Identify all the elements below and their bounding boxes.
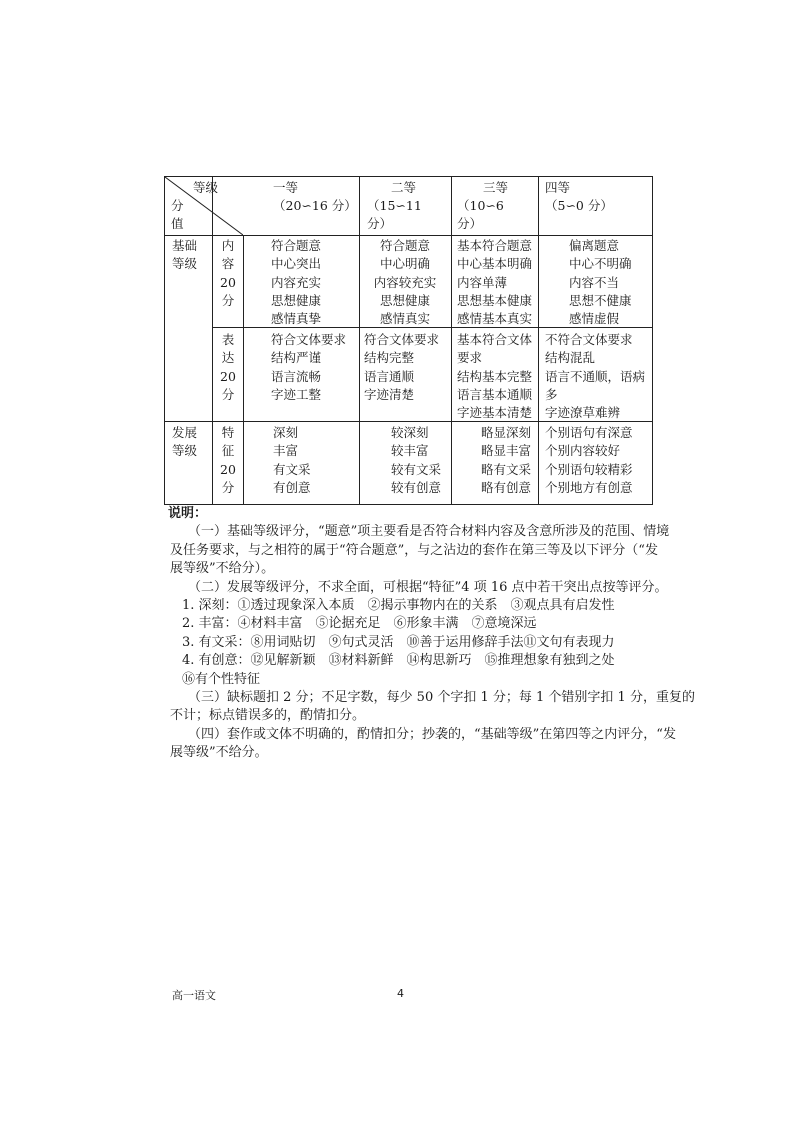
note-line: （二）发展等级评分，不求全面，可根据“特征”4 项 16 点中若干突出点按等评分。 — [188, 579, 668, 595]
header-grade-3: 三等 — [483, 180, 509, 195]
table-grid-line — [451, 177, 452, 504]
header-range-1: （20∽16 分） — [273, 198, 357, 213]
expression-grade-1: 符合文体要求 结构严谨 语言流畅 字迹工整 — [271, 332, 347, 402]
content-grade-1: 符合题意 中心突出 内容充实 思想健康 感情真挚 — [271, 238, 322, 327]
header-grade-4: 四等 — [545, 180, 571, 195]
notes-title: 说明： — [168, 506, 208, 521]
note-line: 4. 有创意：⑫见解新颖 ⑬材料新鲜 ⑭构思新巧 ⑮推理想象有独到之处 — [182, 653, 615, 669]
note-line: 展等级”不给分。 — [170, 745, 268, 761]
page-number: 4 — [397, 987, 404, 1000]
features-grade-2: 较深刻 较丰富 较有文采 较有创意 — [391, 425, 442, 495]
scoring-notes — [168, 505, 695, 763]
table-grid-line — [538, 177, 539, 504]
group-basic-level: 基础 等级 — [172, 238, 198, 272]
expression-grade-3: 基本符合文体 要求 结构基本完整 语言基本通顺 字迹基本清楚 — [457, 332, 533, 421]
sub-features: 特 征 20 分 — [220, 425, 236, 495]
table-grid-line — [359, 177, 360, 504]
note-line: 2. 丰富：④材料丰富 ⑤论据充足 ⑥形象丰满 ⑦意境深远 — [182, 616, 537, 632]
expression-grade-2: 符合文体要求 结构完整 语言通顺 字迹清楚 — [364, 332, 440, 402]
note-line: 3. 有文采：⑧用词贴切 ⑨句式灵活 ⑩善于运用修辞手法⑪文句有表现力 — [182, 634, 615, 650]
footer-subject: 高一语文 — [172, 989, 216, 1002]
note-line: （四）套作或文体不明确的，酌情扣分；抄袭的，“基础等级”在第四等之内评分，“发 — [188, 726, 676, 742]
header-range-3: （10∽6 分） — [457, 198, 504, 232]
note-line: 及任务要求，与之相符的属于“符合题意”，与之沾边的套作在第三等及以下评分（“发 — [170, 542, 658, 558]
header-grade-1: 一等 — [273, 180, 299, 195]
group-development-level: 发展 等级 — [172, 425, 198, 459]
header-grade-2: 二等 — [391, 180, 417, 195]
header-grade-label: 等级 — [193, 180, 219, 195]
header-range-4: （5∽0 分） — [545, 198, 613, 213]
table-grid-line — [165, 235, 652, 236]
sub-expression: 表 达 20 分 — [220, 332, 236, 402]
note-line: （三）缺标题扣 2 分；不足字数，每少 50 个字扣 1 分；每 1 个错别字扣 1 分，重复的 — [188, 690, 695, 706]
features-grade-4: 个别语句有深意 个别内容较好 个别语句较精彩 个别地方有创意 — [545, 425, 633, 495]
note-line: 展等级”不给分）。 — [170, 561, 275, 577]
features-grade-3: 略显深刻 略显丰富 略有文采 略有创意 — [481, 425, 532, 495]
note-line: 不计；标点错误多的，酌情扣分。 — [170, 708, 366, 724]
content-grade-3: 基本符合题意 中心基本明确 内容单薄 思想基本健康 感情基本真实 — [457, 238, 533, 327]
expression-grade-4: 不符合文体要求 结构混乱 语言不通顺，语病 多 字迹潦草难辨 — [545, 332, 646, 421]
features-grade-1: 深刻 丰富 有文采 有创意 — [273, 425, 311, 495]
header-score-label: 分 值 — [171, 198, 184, 232]
content-grade-4: 偏离题意 中心不明确 内容不当 思想不健康 感情虚假 — [569, 238, 632, 327]
table-grid-line — [243, 235, 244, 504]
note-line: ⑯有个性特征 — [182, 671, 261, 687]
note-line: （一）基础等级评分，“题意”项主要看是否符合材料内容及含意所涉及的范围、情境 — [188, 524, 670, 540]
scoring-rubric-table — [164, 176, 653, 505]
note-line: 1. 深刻：①透过现象深入本质 ②揭示事物内在的关系 ③观点具有启发性 — [182, 598, 615, 614]
content-grade-2: 符合题意 中心明确 内容较充实 思想健康 感情真实 — [373, 238, 437, 327]
sub-content: 内 容 20 分 — [220, 238, 236, 308]
header-range-2: （15∽11 分） — [367, 198, 422, 232]
